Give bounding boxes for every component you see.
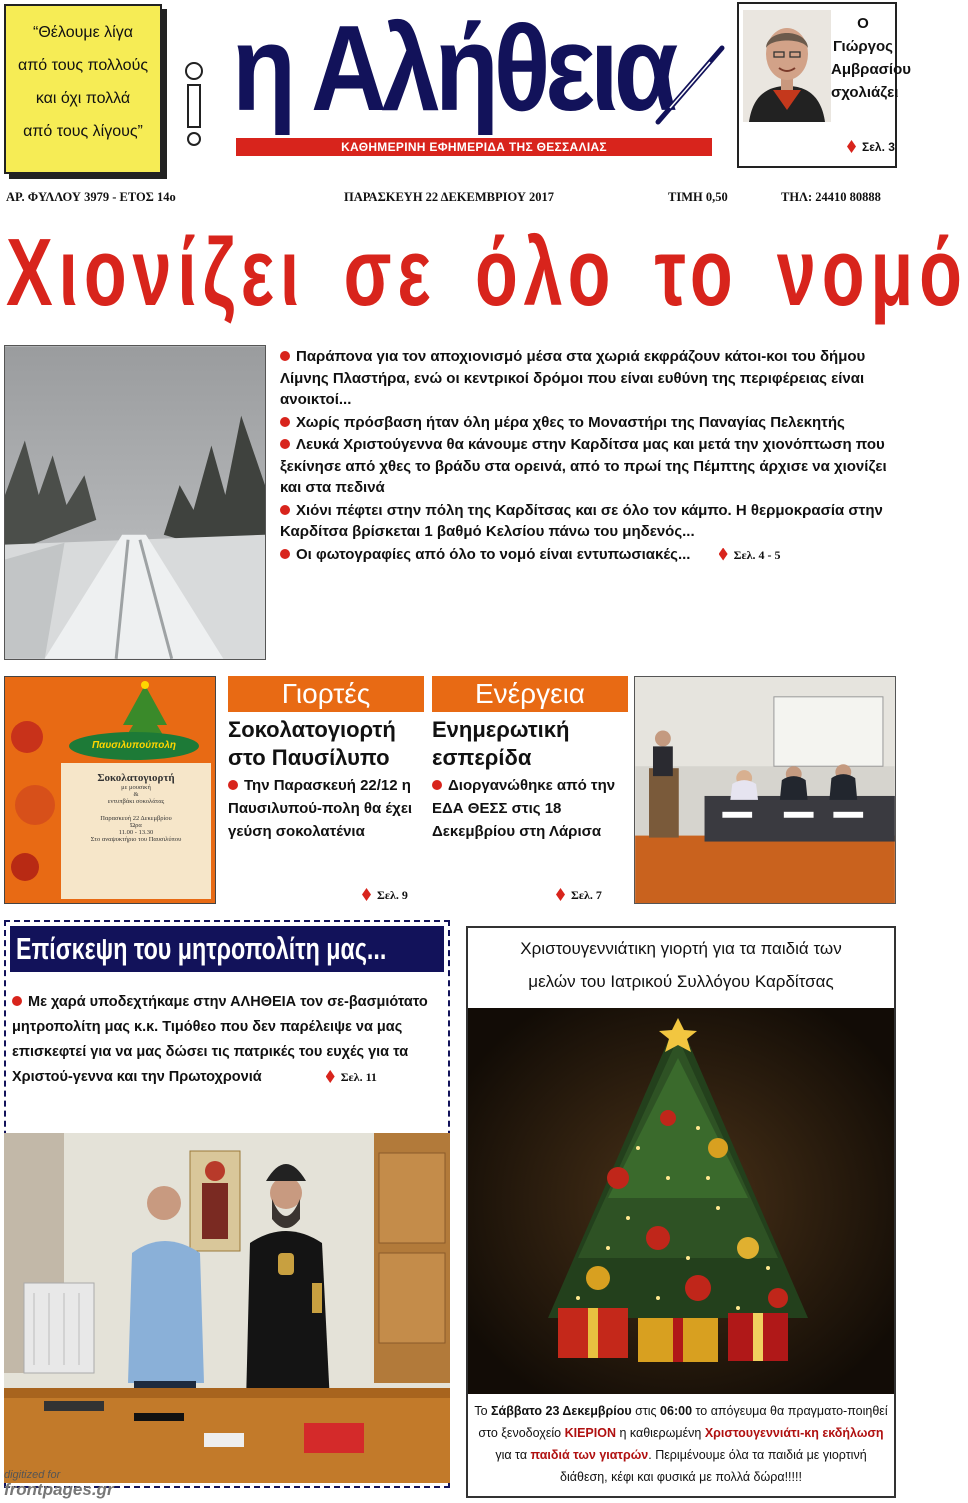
conference-photo <box>634 676 896 904</box>
lead-bullet: Οι φωτογραφίες από όλο το νομό είναι εντυπωσιακές... Σελ. 4 - 5 <box>280 544 898 567</box>
issue-date: ΠΑΡΑΣΚΕΥΗ 22 ΔΕΚΕΜΒΡΙΟΥ 2017 <box>344 190 555 204</box>
diamond-icon <box>362 888 371 901</box>
phone-number: ΤΗΛ: 24410 80888 <box>781 190 881 204</box>
lead-bullet: Χωρίς πρόσβαση ήταν όλη μέρα χθες το Μοναστήρι της Παναγίας Πελεκητής <box>280 412 898 434</box>
celebrations-body: Την Παρασκευή 22/12 η Παυσιλυπού-πολη θα έχει γεύση σοκολατένια <box>228 777 413 840</box>
flyer-banner: Παυσιλυπούπολη <box>69 732 199 760</box>
snowy-road-photo <box>4 345 266 660</box>
newspaper-subtitle: ΚΑΘΗΜΕΡΙΝΗ ΕΦΗΜΕΡΙΔΑ ΤΗΣ ΘΕΣΣΑΛΙΑΣ <box>236 138 712 156</box>
bullet-icon <box>280 417 290 427</box>
issue-number: ΑΡ. ΦΥΛΛΟΥ 3979 - ΕΤΟΣ 14ο <box>6 190 176 204</box>
celebrations-page-ref: Σελ. 9 <box>362 888 408 903</box>
diamond-icon <box>326 1070 335 1083</box>
flyer-text: Σοκολατογιορτή με μουσική & εντυπβάκι σοκολάτας Παρασκευή 22 Δεκεμβρίου Ώρα 11.00 - 13.30 Στο αναψυκτήριο του Παυσιλύπου <box>90 772 182 843</box>
diamond-icon <box>719 548 728 561</box>
visit-headline[interactable]: Επίσκεψη του μητροπολίτη μας... <box>10 926 444 972</box>
diamond-icon <box>556 888 565 901</box>
christmas-body: Το Σάββατο 23 Δεκεμβρίου στις 06:00 το απόγευμα θα πραγματο-ποιηθεί στο ξενοδοχείο ΚΙΕΡΙΟΝ η καθιερωμένη Χριστουγεννιάτι-κη εκδήλωση για τα παιδιά των γιατρών. Περιμένουμε όλα τα παιδιά με γιορτινή διάθεση, κέφι και φυσικά με πολλά δώρα!!!!! <box>474 1404 888 1484</box>
section-header-celebrations[interactable]: Γιορτές <box>228 676 424 712</box>
diamond-icon <box>847 140 856 153</box>
digitized-watermark: digitized for frontpages.gr <box>4 1469 114 1499</box>
columnist-box[interactable] <box>737 2 911 168</box>
main-headline[interactable]: Χιονίζει σε όλο το νομό <box>6 219 968 326</box>
bullet-icon <box>432 780 442 790</box>
lead-bullet: Χιόνι πέφτει στην πόλη της Καρδίτσας και σε όλο τον κάμπο. Η θερμοκρασία στην Καρδίτσα βρίσκεται 1 βαθμό Κελσίου πάνω του μηδενός... <box>280 501 883 540</box>
bullet-icon <box>280 505 290 515</box>
newspaper-logo: η Αλήθεια <box>232 0 674 136</box>
metropolitan-visit-photo <box>4 1133 450 1483</box>
motto-box <box>4 4 162 174</box>
motto-line: και όχι πολλά <box>35 90 131 107</box>
bullet-icon <box>280 351 290 361</box>
columnist-page-ref: Σελ. 3 <box>847 140 895 154</box>
motto-line: από τους πολλούς <box>17 57 149 74</box>
visit-page-ref: Σελ. 11 <box>326 1070 377 1084</box>
celebrations-title[interactable]: Σοκολατογιορτή στο Παυσίλυπο <box>228 717 396 770</box>
lead-bullet: Παράπονα για τον αποχιονισμό μέσα στα χωριά εκφράζουν κάτοι-κοι του δήμου Λίμνης Πλαστήρα, ενώ οι κεντρικοί δρόμοι που είναι ευθύνη της περιφέρειας είναι ανοικτοί... <box>280 348 866 408</box>
chocolate-festival-flyer <box>4 676 216 904</box>
certification-seal-icon <box>183 62 205 152</box>
energy-page-ref: Σελ. 7 <box>556 888 602 903</box>
bullet-icon <box>280 439 290 449</box>
lead-story-bullets <box>280 346 898 567</box>
bullet-icon <box>12 996 22 1006</box>
lead-bullet: Λευκά Χριστούγεννα θα κάνουμε στην Καρδίτσα μας και μετά την χιονόπτωση που ξεκίνησε από χθες το βράδυ στα ορεινά, από το πρωί της Πέμπτης άρχισε να χιονίζει και στα πεδινά <box>280 436 887 496</box>
bullet-icon <box>228 780 238 790</box>
christmas-tree-photo <box>468 1008 894 1394</box>
energy-title[interactable]: Ενημερωτική εσπερίδα <box>432 717 570 770</box>
visit-body: Με χαρά υποδεχτήκαμε στην ΑΛΗΘΕΙΑ τον σε-βασμιότατο μητροπολίτη μας κ.κ. Τιμόθεο που δεν παρέλειψε να μας επισκεφτεί για να μας δώσει τις πατρικές του ευχές για τα Χριστού-γεννα και την Πρωτοχρονιά Σελ. 11 <box>12 994 428 1085</box>
quill-pen-icon <box>650 40 730 130</box>
motto-line: από τους λίγους” <box>23 123 143 140</box>
lead-page-ref: Σελ. 4 - 5 <box>719 548 781 562</box>
bullet-icon <box>280 549 290 559</box>
section-header-energy[interactable]: Ενέργεια <box>432 676 628 712</box>
christmas-headline[interactable]: Χριστουγεννιάτικη γιορτή για τα παιδιά των μελών του Ιατρικού Συλλόγου Καρδίτσας <box>520 939 842 991</box>
issue-price: ΤΙΜΗ 0,50 <box>668 190 728 204</box>
motto-line: “Θέλουμε λίγα <box>33 24 133 41</box>
energy-body: Διοργανώθηκε από την ΕΔΑ ΘΕΣΣ στις 18 Δεκεμβρίου στη Λάρισα <box>432 777 616 840</box>
columnist-name: Ο Γιώργος Αμβρασίου σχολιάζει <box>831 15 911 101</box>
columnist-photo <box>743 10 831 122</box>
